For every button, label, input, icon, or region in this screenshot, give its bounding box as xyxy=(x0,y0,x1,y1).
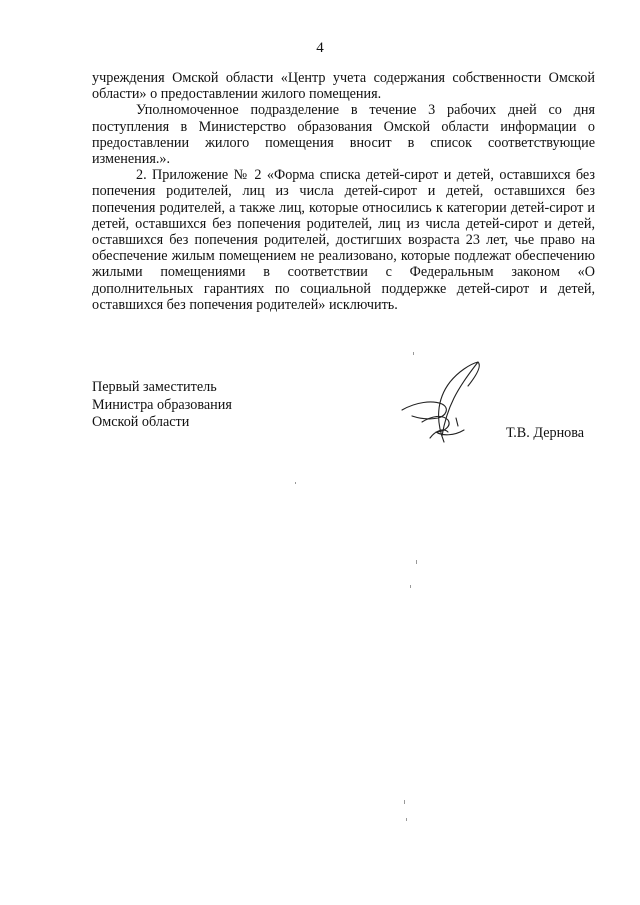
scan-speck xyxy=(406,818,407,821)
scan-speck xyxy=(404,800,405,804)
scan-speck xyxy=(413,352,414,355)
signatory-position-line: Министра образования xyxy=(92,396,232,413)
signatory-position xyxy=(92,379,232,432)
handwritten-signature xyxy=(392,352,502,452)
signatory-name: Т.В. Дернова xyxy=(506,425,585,441)
paragraph-authorized-unit: Уполномоченное подразделение в течение 3 рабочих дней со дня поступления в Министерство образования Омской области информации о предоставлении жилого помещения вносит в список соответствующие изменения.». xyxy=(92,102,595,168)
scan-speck xyxy=(416,560,417,564)
page-number: 4 xyxy=(316,40,324,56)
document-body xyxy=(92,70,595,313)
signatory-position-line: Первый заместитель xyxy=(92,379,217,395)
signatory-position-line: Омской области xyxy=(92,414,190,430)
scan-speck xyxy=(410,585,411,588)
paragraph-item-2: 2. Приложение № 2 «Форма списка детей-сирот и детей, оставшихся без попечения родителей, лиц из числа детей-сирот и детей, оставшихся без попечения родителей, а также лиц, которые относились к категории детей-сирот и детей, оставшихся без попечения родителей, лиц из числа детей-сирот и детей, оставшихся без попечения родителей, достигших возраста 23 лет, чье право на обеспечение жилым помещением не реализовано, которые подлежат обеспечению жилыми помещениями в соответствии с Федеральным законом «О дополнительных гарантиях по социальной поддержке детей-сирот и детей, оставшихся без попечения родителей» исключить. xyxy=(92,167,595,313)
scan-speck xyxy=(295,482,296,484)
paragraph-continuation: учреждения Омской области «Центр учета содержания собственности Омской области» о предоставлении жилого помещения. xyxy=(92,70,595,103)
